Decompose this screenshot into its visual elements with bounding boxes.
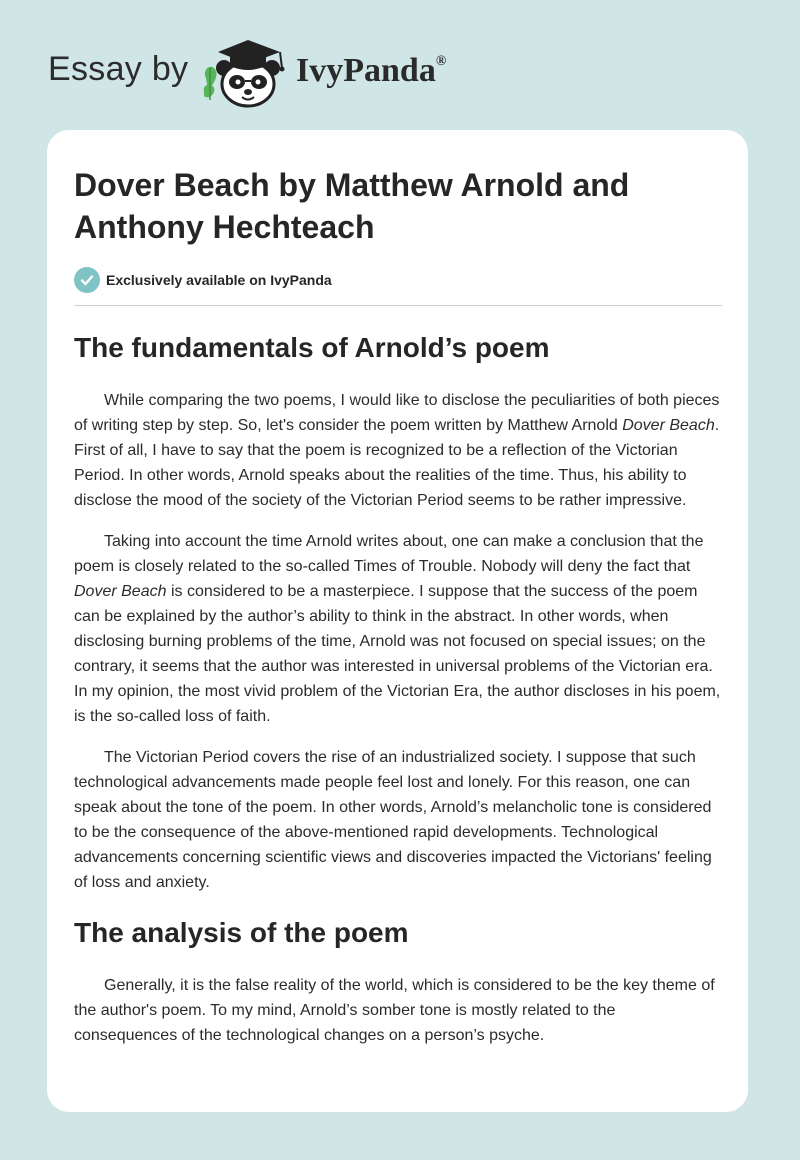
- poem-title: Dover Beach: [622, 417, 715, 434]
- section-heading: The analysis of the poem: [74, 917, 409, 948]
- paragraph: While comparing the two poems, I would like to disclose the peculiarities of both pieces of writing step by step. So, let's consider the poem written by Matthew Arnold Dover Beach. First of all, I have to say that the poem is recognized to be a reflection of the Victorian Period. In other words, Arnold speaks about the realities of the time. Thus, his ability to disclose the mood of the society of the Victorian Period seems to be rather impressive.: [74, 392, 720, 509]
- title-divider: [74, 305, 722, 306]
- paragraph: The Victorian Period covers the rise of an industrialized society. I suppose that such technological advancements made people feel lost and lonely. For this reason, one can speak about the tone of the poem. In other words, Arnold’s melancholic tone is considered to be the consequence of the above-mentioned rapid developments. Technological advancements concerning scientific views and discoveries impacted the Victorians' feeling of loss and anxiety.: [74, 749, 712, 891]
- essay-by-label: Essay by: [48, 50, 189, 88]
- article-card: [47, 130, 748, 1112]
- check-icon: [74, 267, 100, 293]
- paragraph: Generally, it is the false reality of the world, which is considered to be the key theme of the author's poem. To my mind, Arnold’s somber tone is mostly related to the consequences of the technological changes on a person’s psyche.: [74, 977, 715, 1044]
- poem-title: Dover Beach: [74, 583, 167, 600]
- site-header: [48, 34, 548, 114]
- brand-name[interactable]: IvyPanda®: [296, 52, 447, 89]
- exclusive-badge: [74, 266, 722, 294]
- page-title: Dover Beach by Matthew Arnold and Anthony Hechteach: [74, 167, 630, 245]
- exclusive-badge-label: Exclusively available on IvyPanda: [106, 272, 332, 288]
- section-heading: The fundamentals of Arnold’s poem: [74, 332, 550, 363]
- panda-graduation-cap-icon[interactable]: [200, 34, 290, 110]
- paragraph: Taking into account the time Arnold writes about, one can make a conclusion that the poem is closely related to the so-called Times of Trouble. Nobody will deny the fact that Dover Beach is considered to be a masterpiece. I suppose that the success of the poem can be explained by the author’s ability to think in the abstract. In other words, when disclosing burning problems of the time, Arnold was not focused on special issues; on the contrary, it seems that the author was interested in universal problems of the Victorian era. In my opinion, the most vivid problem of the Victorian Era, the author discloses in his poem, is the so-called loss of faith.: [74, 533, 721, 725]
